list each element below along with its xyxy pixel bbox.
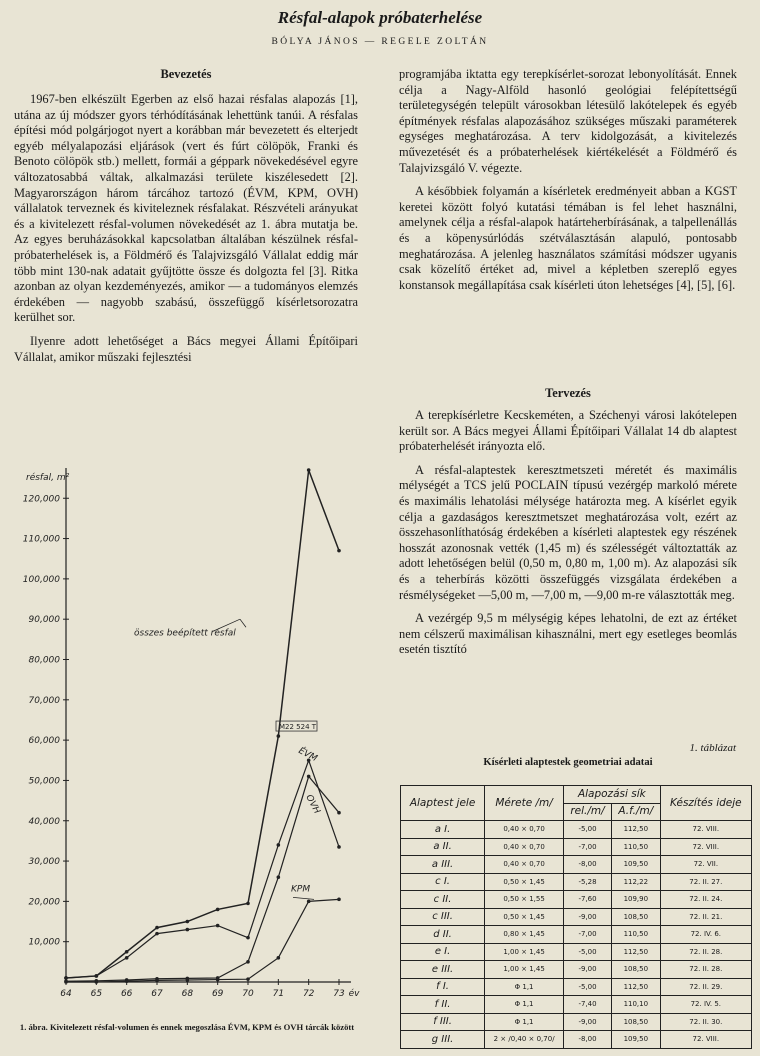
table-row [401, 1013, 752, 1031]
data-point [125, 956, 129, 960]
data-point [246, 902, 250, 906]
table-cell-af: 110,10 [612, 996, 661, 1014]
table-cell-ido: 72. II. 28. [660, 943, 751, 961]
data-point [155, 979, 159, 983]
table-row [401, 943, 752, 961]
paragraph: programjába iktatta egy terepkísérlet-sorozat lebonyolítását. Ennek célja a Nagy-Alföld hasonló geológiai felépítettségű területegységén települt városokban létesülő lakótelepek és egyéb építmények résfalas alapozásához szükséges műszaki paraméterek egységes meghatározása. A terv kidolgozását, a kivitelezés művezetését és a próbaterhelések kiértékelését a Földmérő és Talajvizsgáló V. végezte. [399, 67, 737, 175]
table-cell-ido: 72. II. 29. [660, 978, 751, 996]
y-tick-label: 30,000 [28, 857, 60, 868]
data-point [64, 980, 68, 984]
table-cell-jel: a III. [401, 856, 485, 874]
table-cell-jel: e I. [401, 943, 485, 961]
data-point [95, 974, 99, 978]
table-cell-af: 108,50 [612, 1013, 661, 1031]
table-cell-af: 109,50 [612, 1031, 661, 1049]
data-point [277, 875, 281, 879]
table-cell-ido: 72. II. 21. [660, 908, 751, 926]
table-cell-meret: Φ 1,1 [485, 1013, 564, 1031]
table-cell-rel: -9,00 [564, 908, 612, 926]
table-cell-af: 112,50 [612, 943, 661, 961]
table-row [401, 821, 752, 839]
annotation-leader [293, 897, 314, 899]
table-cell-jel: a II. [401, 838, 485, 856]
table-cell-ido: 72. VIII. [660, 838, 751, 856]
x-tick-label: 66 [120, 989, 133, 999]
geometry-table [400, 785, 752, 1049]
x-tick-label: 73 [333, 989, 345, 999]
x-tick-label: 65 [90, 989, 103, 999]
paragraph: Ilyenre adott lehetőséget a Bács megyei Állami Építőipari Vállalat, amikor műszaki fejlesztési [14, 333, 358, 364]
paragraph: A résfal-alaptestek keresztmetszeti méretét és maximális mélységét a TCS jelű POCLAIN típusú vezérgép markoló mérete és maximális lehatolási mélysége határozta meg. A kísérlet egyik célja a gazdaságos keresztmetszet meghatározása volt, ezért az összehasonlíthatóság érdekében a kísérleti alaptestek egy részének hosszát azonosnak vették (1,45 m) és szélességét változtatták az adott lehetőségen belül (0,50 m, 0,80 m, 1,00 m). Az alapozási sík és a teherbírás közötti összefüggés vizsgálata érdekében a résmélységeket —5,00 m, —7,00 m, —9,00 m-re választották meg. [399, 462, 737, 602]
data-point [95, 980, 99, 984]
data-point [277, 956, 281, 960]
y-tick-label: 110,000 [22, 534, 60, 545]
data-point [246, 936, 250, 940]
table-cell-jel: g III. [401, 1031, 485, 1049]
table-header: Készítés ideje [660, 786, 751, 821]
y-tick-label: 90,000 [28, 615, 60, 626]
table-cell-meret: 0,80 × 1,45 [485, 926, 564, 944]
series-line [66, 776, 339, 981]
x-tick-label: 64 [60, 989, 72, 999]
section-heading-tervezes: Tervezés [545, 386, 591, 400]
table-cell-rel: -7,60 [564, 891, 612, 909]
data-point [186, 920, 190, 924]
y-tick-label: 50,000 [28, 776, 60, 787]
data-point [277, 734, 281, 738]
table-cell-meret: 2 × /0,40 × 0,70/ [485, 1031, 564, 1049]
y-tick-label: 40,000 [28, 816, 60, 827]
table-cell-ido: 72. II. 30. [660, 1013, 751, 1031]
table-row [401, 873, 752, 891]
annotation-ovh: OVH [303, 793, 322, 816]
data-point [216, 908, 220, 912]
table-cell-rel: -5,00 [564, 978, 612, 996]
table-cell-meret: 1,00 × 1,45 [485, 943, 564, 961]
table-cell-meret: 0,50 × 1,45 [485, 908, 564, 926]
table-cell-jel: e III. [401, 961, 485, 979]
table-cell-meret: Φ 1,1 [485, 978, 564, 996]
table-cell-af: 110,50 [612, 838, 661, 856]
table-cell-ido: 72. VIII. [660, 1031, 751, 1049]
table-row [401, 838, 752, 856]
paragraph: A terepkísérletre Kecskeméten, a Széchenyi városi lakótelepen került sor. A Bács megyei Állami Építőipari Vállalat 14 db alaptest próbaterhelését irányozta elő. [399, 408, 737, 454]
article-title: Résfal-alapok próbaterhelése [277, 8, 483, 27]
table-cell-jel: c III. [401, 908, 485, 926]
table-cell-rel: -8,00 [564, 856, 612, 874]
data-point [186, 978, 190, 982]
table-cell-af: 112,22 [612, 873, 661, 891]
table-cell-meret: 1,00 × 1,45 [485, 961, 564, 979]
left-column-text [14, 92, 358, 365]
annotation-total: összes beépített résfal [134, 628, 236, 639]
table-subheader: A.f./m/ [612, 803, 661, 821]
x-axis-label: év [348, 989, 360, 999]
table-header: Alaptest jele [401, 786, 485, 821]
table-cell-rel: -5,00 [564, 943, 612, 961]
y-tick-label: 100,000 [22, 574, 60, 585]
y-tick-label: 60,000 [28, 736, 60, 747]
y-tick-label: 120,000 [22, 494, 60, 505]
table-cell-af: 109,50 [612, 856, 661, 874]
table-cell-rel: -7,00 [564, 926, 612, 944]
section-heading-bevezetes: Bevezetés [160, 67, 212, 81]
data-point [155, 932, 159, 936]
table-cell-jel: f I. [401, 978, 485, 996]
table-cell-meret: 0,50 × 1,45 [485, 873, 564, 891]
table-cell-ido: 72. II. 28. [660, 961, 751, 979]
table-cell-ido: 72. IV. 5. [660, 996, 751, 1014]
table-row [401, 891, 752, 909]
paragraph: A vezérgép 9,5 m mélységig képes lehatolni, de ezt az értéket nem célszerű maximálisan kihasználni, mert egy esetleges beomlás esetén tisztító [399, 611, 737, 657]
y-axis-label: résfal, m² [26, 473, 70, 483]
table-number: 1. táblázat [689, 742, 736, 754]
table-cell-ido: 72. II. 24. [660, 891, 751, 909]
table-cell-ido: 72. VII. [660, 856, 751, 874]
table-cell-rel: -7,00 [564, 838, 612, 856]
table-cell-rel: -9,00 [564, 961, 612, 979]
table-cell-af: 108,50 [612, 961, 661, 979]
table-cell-rel: -7,40 [564, 996, 612, 1014]
data-point [337, 811, 341, 815]
table-row [401, 978, 752, 996]
data-point [64, 976, 68, 980]
table-cell-af: 108,50 [612, 908, 661, 926]
y-tick-label: 80,000 [28, 655, 60, 666]
table-row [401, 926, 752, 944]
article-authors: BÓLYA JÁNOS — REGELE ZOLTÁN [271, 37, 489, 47]
table-row [401, 1031, 752, 1049]
data-point [307, 468, 311, 472]
table-header: Alapozási sík [564, 786, 661, 804]
table-cell-meret: 0,40 × 0,70 [485, 838, 564, 856]
table-header: Mérete /m/ [485, 786, 564, 821]
data-point [337, 898, 341, 902]
x-tick-label: 72 [302, 989, 315, 999]
table-cell-ido: 72. II. 27. [660, 873, 751, 891]
figure-stamp: M22 524 T [279, 723, 317, 732]
data-point [246, 960, 250, 964]
data-point [307, 775, 311, 779]
x-tick-label: 70 [242, 989, 254, 999]
table-cell-jel: a I. [401, 821, 485, 839]
table-subheader: rel./m/ [564, 803, 612, 821]
data-point [155, 926, 159, 930]
table-cell-meret: 0,40 × 0,70 [485, 821, 564, 839]
table-cell-meret: 0,40 × 0,70 [485, 856, 564, 874]
data-point [337, 549, 341, 553]
annotation-evm: ÉVM [296, 746, 319, 765]
table-row [401, 996, 752, 1014]
table-cell-af: 112,50 [612, 978, 661, 996]
table-cell-af: 110,50 [612, 926, 661, 944]
paragraph: A későbbiek folyamán a kísérletek eredményeit abban a KGST keretei között folyó kutatási témában is fel lehet használni, amelynek célja a résfal-alapok határteherbírásának, a talpellenállás és a köpenysúrlódás szétválasztásán alapuló, pontosabb meghatározása. A jelenleg használatos számítási módszer ugyanis csak közelítő értéket ad, mivel a képletben szereplő egyes konstansok megállapítása csak kísérleti úton lehetséges [4], [5], [6]. [399, 184, 737, 292]
table-cell-jel: c II. [401, 891, 485, 909]
table-cell-meret: Φ 1,1 [485, 996, 564, 1014]
data-point [277, 843, 281, 847]
paragraph: 1967-ben elkészült Egerben az első hazai résfalas alapozás [1], utána az új módszer gyors térhódításának lehettünk tanúi. A résfalas építési mód polgárjogot nyert a korábban már bevezetett és elterjedt egyéb mélyalapozási eljárások (vert és fúrt cölöpök, Franki és Benoto cölöpök stb.) mellett, formái a géppark növekedésével egyre változatosabbá váltak, alkalmazási területe kiszélesedett [2]. Magyarországon három tárcához tartozó (ÉVM, KPM, OVH) vállalatok terveznek és kiviteleznek résfalakat. Részvételi arányukat és a kivitelezett résfal-volumen növekedését az 1. ábra mutatja be. Az egyes beruházásokkal kapcsolatban általában készülnek résfal-próbaterhelések is, a Földmérő és Talajvizsgáló Vállalat eddig már több mint 130-nak adatait gyűjtötte össze és dolgozta fel [3]. Ritka azonban az olyan kezdeményezés, amikor — a tudományos elemzés érdekében — nagyobb szabású, összefüggő kísérletsorozatra kerülhet sor. [14, 92, 358, 325]
data-point [246, 977, 250, 981]
table-cell-jel: d II. [401, 926, 485, 944]
table-row [401, 856, 752, 874]
table-cell-rel: -8,00 [564, 1031, 612, 1049]
table-row [401, 908, 752, 926]
table-cell-rel: -5,00 [564, 821, 612, 839]
table-cell-jel: f II. [401, 996, 485, 1014]
x-tick-label: 71 [272, 989, 285, 999]
data-point [125, 950, 129, 954]
figure-caption: 1. ábra. Kivitelezett résfal-volumen és ennek megoszlása ÉVM, KPM és OVH tárcák között [19, 1022, 355, 1032]
y-tick-label: 70,000 [28, 695, 60, 706]
right-column-text [399, 67, 737, 293]
table-cell-af: 109,90 [612, 891, 661, 909]
figure-1-chart [14, 462, 362, 1018]
table-cell-rel: -9,00 [564, 1013, 612, 1031]
data-point [216, 978, 220, 982]
table-cell-rel: -5,28 [564, 873, 612, 891]
data-point [125, 979, 129, 983]
table-cell-jel: c I. [401, 873, 485, 891]
right-column-text-2 [399, 408, 737, 658]
data-point [216, 924, 220, 928]
x-tick-label: 67 [151, 989, 163, 999]
table-cell-jel: f III. [401, 1013, 485, 1031]
data-point [186, 928, 190, 932]
table-title: Kísérleti alaptestek geometriai adatai [483, 757, 653, 768]
x-tick-label: 69 [211, 989, 224, 999]
data-point [307, 900, 311, 904]
annotation-kpm: KPM [291, 884, 311, 895]
y-tick-label: 10,000 [28, 937, 60, 948]
table-cell-ido: 72. IV. 6. [660, 926, 751, 944]
table-cell-ido: 72. VIII. [660, 821, 751, 839]
x-tick-label: 68 [181, 989, 194, 999]
annotation-leader [240, 619, 246, 627]
series-line [66, 760, 339, 978]
table-row [401, 961, 752, 979]
table-cell-meret: 0,50 × 1,55 [485, 891, 564, 909]
y-tick-label: 20,000 [28, 897, 60, 908]
data-point [337, 845, 341, 849]
table-cell-af: 112,50 [612, 821, 661, 839]
